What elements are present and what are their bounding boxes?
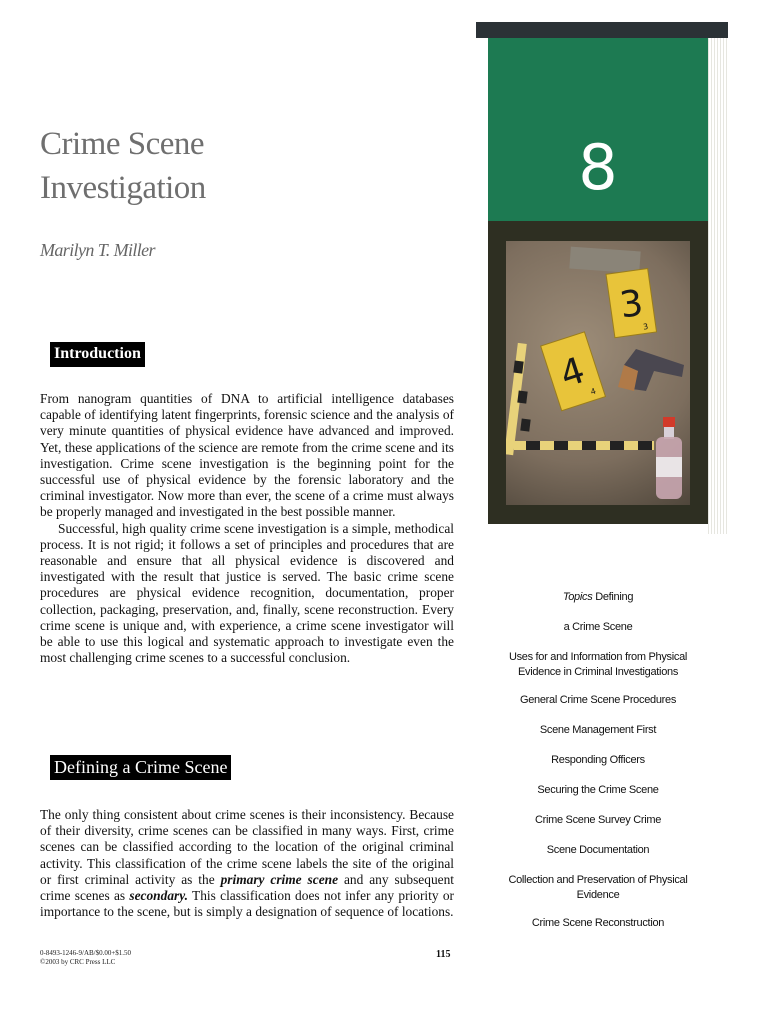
photo-frame — [488, 221, 708, 524]
handgun — [618, 349, 684, 391]
isbn-line: 0-8493-1246-9/AB/$0.00+$1.50 — [40, 949, 132, 957]
topic-item — [498, 590, 698, 605]
text-run: and any subsequent crime scenes as — [40, 871, 454, 904]
copyright-footer — [40, 949, 131, 967]
topic-item: a Crime Scene — [563, 621, 633, 633]
topic-item: Uses for and Information from Physical — [508, 651, 688, 663]
paragraph: Successful, high quality crime scene investigation is a simple, methodical process. It is not rigid; it follows a set of principles and procedures that are reasonable and ensure that all physical evidence is discovered and investigated with the result that justice is served. The basic crime scene procedures are physical evidence recognition, documentation, proper collection, packaging, preservation, and, finally, scene reconstruction. Every crime scene is unique and, with experience, a crime scene investigator will be able to use this logical and systematic approach to investigate even the most challenging crime scenes to a successful conclusion. — [40, 520, 454, 666]
section-heading-introduction: Introduction — [50, 342, 145, 367]
topics-label: Topics — [562, 591, 593, 603]
author-name: Marilyn T. Miller — [40, 240, 155, 260]
crime-scene-photo — [506, 241, 690, 505]
topic-item: Securing the Crime Scene — [537, 784, 659, 796]
book-page-edges — [708, 38, 728, 534]
bottle — [656, 417, 682, 499]
marker-3-small-label: 3 — [642, 322, 649, 332]
topic-item: General Crime Scene Procedures — [519, 694, 677, 706]
topic-item: Scene Management First — [539, 724, 657, 736]
text-run: The only thing consistent about crime scenes is their inconsistency. Because of their diversity, crime scenes can be classified in many ways. First, crime scenes can be classified according to the location of the original criminal activity. This classification of the crime scene labels the site of the original or first criminal activity as the — [40, 807, 454, 887]
introduction-body — [40, 391, 454, 666]
chapter-number: 8 — [578, 131, 618, 204]
evidence-marker-4 — [541, 332, 606, 411]
marker-4-small-label: 4 — [589, 386, 598, 397]
topic-item: Crime Scene Survey Crime — [534, 814, 662, 826]
copyright-line: ©2003 by CRC Press LLC — [40, 958, 116, 966]
topic-item: Evidence — [576, 889, 620, 901]
marker-3-label: 3 — [617, 282, 646, 327]
chapter-image-panel — [476, 22, 728, 534]
section-heading-defining-a-crime-scene: Defining a Crime Scene — [50, 755, 231, 780]
page-number: 115 — [436, 949, 451, 960]
text-run: This classification does not infer any priority or importance to the scene, but is simply a designation of sequence of locations. — [40, 888, 454, 920]
crime-scene-illustration — [506, 241, 690, 505]
marker-4-label: 4 — [555, 350, 590, 397]
topic-item: Responding Officers — [551, 754, 645, 766]
topic-item: Crime Scene Reconstruction — [531, 917, 665, 929]
topic-item: Scene Documentation — [546, 844, 650, 856]
topic-item: Collection and Preservation of Physical — [508, 874, 688, 886]
chapter-title — [40, 122, 440, 210]
evidence-marker-3 — [606, 269, 656, 338]
paragraph — [40, 807, 454, 920]
chapter-title-line-1: Crime Scene — [40, 126, 205, 162]
chapter-title-line-2: Investigation — [40, 170, 206, 206]
background-card — [569, 247, 640, 274]
term-primary-crime-scene: primary crime scene — [220, 871, 339, 887]
paragraph: From nanogram quantities of DNA to artificial intelligence databases capable of identifying latent fingerprints, forensic science and the analysis of very minute quantities of physical evidence have advanced and improved. Yet, these applications of the science are remote from the crime scene and its investigation. Crime scene investigation is the beginning point for the successful use of physical evidence by the forensic laboratory and the criminal investigator. Now more than ever, the scene of a crime must always be properly managed and investigated in the best possible manner. — [40, 391, 454, 520]
defining-body — [40, 807, 454, 920]
term-secondary: secondary. — [129, 888, 189, 904]
topic-text: Defining — [595, 591, 634, 603]
topic-item: Evidence in Criminal Investigations — [517, 666, 679, 678]
book-top-edge — [476, 22, 728, 38]
chapter-number-block — [488, 38, 708, 243]
